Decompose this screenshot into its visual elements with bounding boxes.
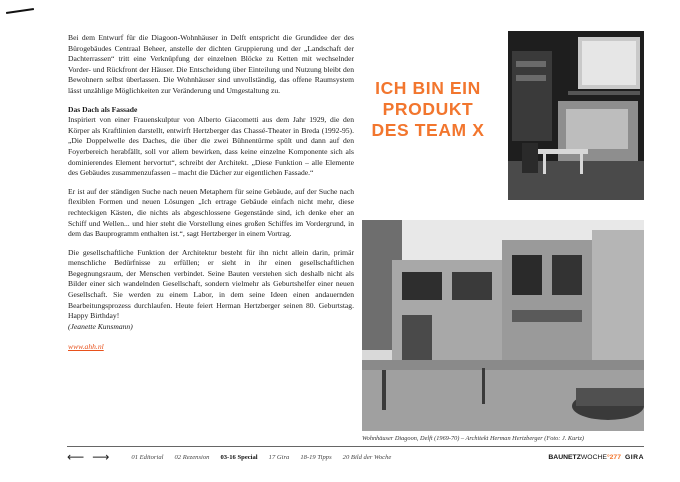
corner-mark [6,8,34,14]
paragraph-1: Bei dem Entwurf für die Diagoon-Wohnhäuser in Delft entspricht die Grundidee der des Bürogebäudes Centraal Beheer, anstelle der dichten Gruppierung und der „Landschaft der Dachterrassen“ tritt eine Verknüpfung der einzelnen Blöcke zu Ketten mit wechselnder Vorder- und Rückfront der Häuser. Die Entscheidung über Einteilung und Nutzung bleibt den Bewohnern selbst überlassen. Die Wohnhäuser sind unvollständig, das offene Raumsystem lässt unzählige Möglichkeiten zur Veränderung und Umgestaltung zu. [68,33,354,95]
section-heading: Das Dach als Fassade [68,104,138,114]
next-arrow-icon[interactable]: ⟶ [92,450,110,464]
nav-item-gira[interactable]: 17 Gira [268,453,290,461]
brand-logo [548,454,644,461]
article-text [68,33,354,353]
prev-arrow-icon[interactable]: ⟵ [67,450,85,464]
nav-item-tipps[interactable]: 18-19 Tipps [300,453,332,461]
headline-overlay [352,78,504,141]
brand-thin: WOCHE [580,453,607,461]
author-signature: (Jeanette Kunsmann) [68,321,133,331]
issue-number: °277 [606,453,621,461]
paragraph-3: Er ist auf der ständigen Suche nach neuen Metaphern für seine Gebäude, auf der Suche nach flexiblen Formen und neuen Lösungen „Ich ertrage Gebäude einfach nicht mehr, diese rechteckigen Kästen, die nichts als abgeschlossene Gegenstände sind, ich denke eher an Schiff und Wellen... und hier steht die Vorstellung eines großen Schiffes im Vordergrund, in dem das Bauprogramm enthalten ist.“, sagt Hertzberger in einem Vortrag. [68,186,354,239]
photo-caption: Wohnhäuser Diagoon, Delft (1969-70) – Architekt Herman Hertzberger (Foto: J. Kurtz) [362,435,584,442]
interior-photo [508,31,644,200]
footer-nav [67,450,644,464]
overlay-line-2: PRODUKT [382,99,474,119]
paragraph-4-text: Die gesellschaftliche Funktion der Architektur besteht für ihn nicht allein darin, primär menschliche Bedürfnisse zu erfüllen; er sieht in ihr einen gesellschaftlichen Begegnungsraum, der Menschen verbindet. Seine Bauten verstehen sich deshalb nicht als Bilder einer sich wandelnden Gesellschaft, sondern vielmehr als Geburtshelfer einer neuen Gesellschaft. Sie werden zu einem Labor, in dem seine Ideen einen andauernden Bearbeitungsprozess durchlaufen. Heute feiert Herman Hertzberger seinen 80. Geburtstag. Happy Birthday! [68,247,354,321]
overlay-line-3: DES TEAM X [371,120,485,140]
exterior-photo [362,220,644,431]
nav-item-special[interactable]: 03-16 Special [220,453,258,461]
footer-divider [67,446,644,447]
nav-item-rezension[interactable]: 02 Rezension [174,453,210,461]
nav-item-bild-der-woche[interactable]: 20 Bild der Woche [342,453,392,461]
gira-logo: GIRA [625,453,644,461]
paragraph-4 [68,248,354,333]
nav-item-editorial[interactable]: 01 Editorial [131,453,164,461]
paragraph-2: Inspiriert von einer Frauenskulptur von Alberto Giacometti aus dem Jahr 1929, die den Körper als Kraftlinien darstellt, entwirft Hertzberger das Chassé-Theater in Breda (1992-95). „Die Doppelwelle des Daches, die über die zwei Bühnentürme spült und dann auf den Foyerbereich herabfällt, soll vor allem bewirken, dass keine einzelne Komponente sich als dominierendes Element hervortut“, schreibt der Architekt. „Diese Funktion – alle Elemente des Gebäudes zusammenzufassen – macht die Dächer zur eigentlichen Fassade.“ [68,115,354,178]
website-link[interactable]: www.ahh.nl [68,342,104,352]
brand-bold: BAUNETZ [548,453,581,461]
overlay-line-1: ICH BIN EIN [375,78,481,98]
